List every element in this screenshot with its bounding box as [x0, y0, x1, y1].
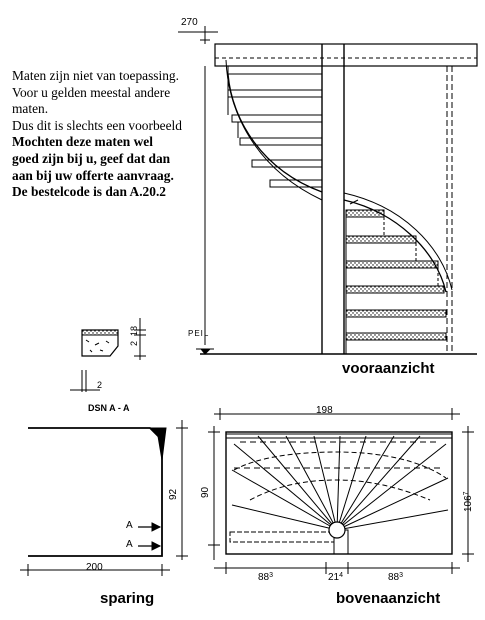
note-line: aan bij uw offerte aanvraag.	[12, 167, 174, 183]
right-part-label: $88^3$	[388, 572, 404, 583]
upper-floor-slab	[215, 44, 477, 66]
stringer-curve	[228, 74, 322, 192]
overall-width-label: 198	[316, 405, 333, 416]
section-dim-height: 18	[129, 325, 139, 336]
floor-level-label: PEIL	[188, 329, 210, 338]
top-view-caption: bovenaanzicht	[336, 590, 441, 607]
lower-treads	[346, 210, 446, 354]
note-line: Dus dit is slechts een voorbeeld	[12, 117, 182, 133]
opening-outline	[28, 428, 162, 556]
disclaimer-notes	[12, 68, 217, 201]
inner-depth-label: 90	[200, 486, 211, 498]
front-view	[178, 26, 477, 354]
note-line: goed zijn bij u, geef dat dan	[12, 150, 171, 166]
note-line: De bestelcode is dan A.20.2	[12, 184, 166, 200]
note-line: maten.	[12, 101, 49, 117]
front-view-caption: vooraanzicht	[342, 360, 435, 377]
section-dim-small: 2	[129, 340, 139, 346]
top-view-plan	[208, 405, 474, 574]
top-dim-label: 270	[181, 17, 198, 28]
middle-part-label: $21^4$	[328, 572, 344, 583]
opening-caption: sparing	[100, 590, 155, 607]
left-part-label: $88^3$	[258, 572, 274, 583]
section-dim-width: 2	[97, 380, 103, 390]
note-line: Maten zijn niet van toepassing.	[12, 68, 179, 83]
note-line: Voor u gelden meestal andere	[12, 84, 171, 100]
section-arrow-label: A	[126, 520, 133, 531]
radial-treads	[232, 436, 448, 530]
section-caption: DSN A - A	[88, 403, 130, 413]
opening-depth-label: 92	[168, 488, 179, 500]
section-arrow-label: A	[126, 539, 133, 550]
note-line: Mochten deze maten wel	[12, 134, 153, 150]
opening-plan	[20, 420, 188, 576]
overall-depth-label: $106^7$	[463, 491, 474, 512]
opening-width-label: 200	[86, 562, 103, 573]
